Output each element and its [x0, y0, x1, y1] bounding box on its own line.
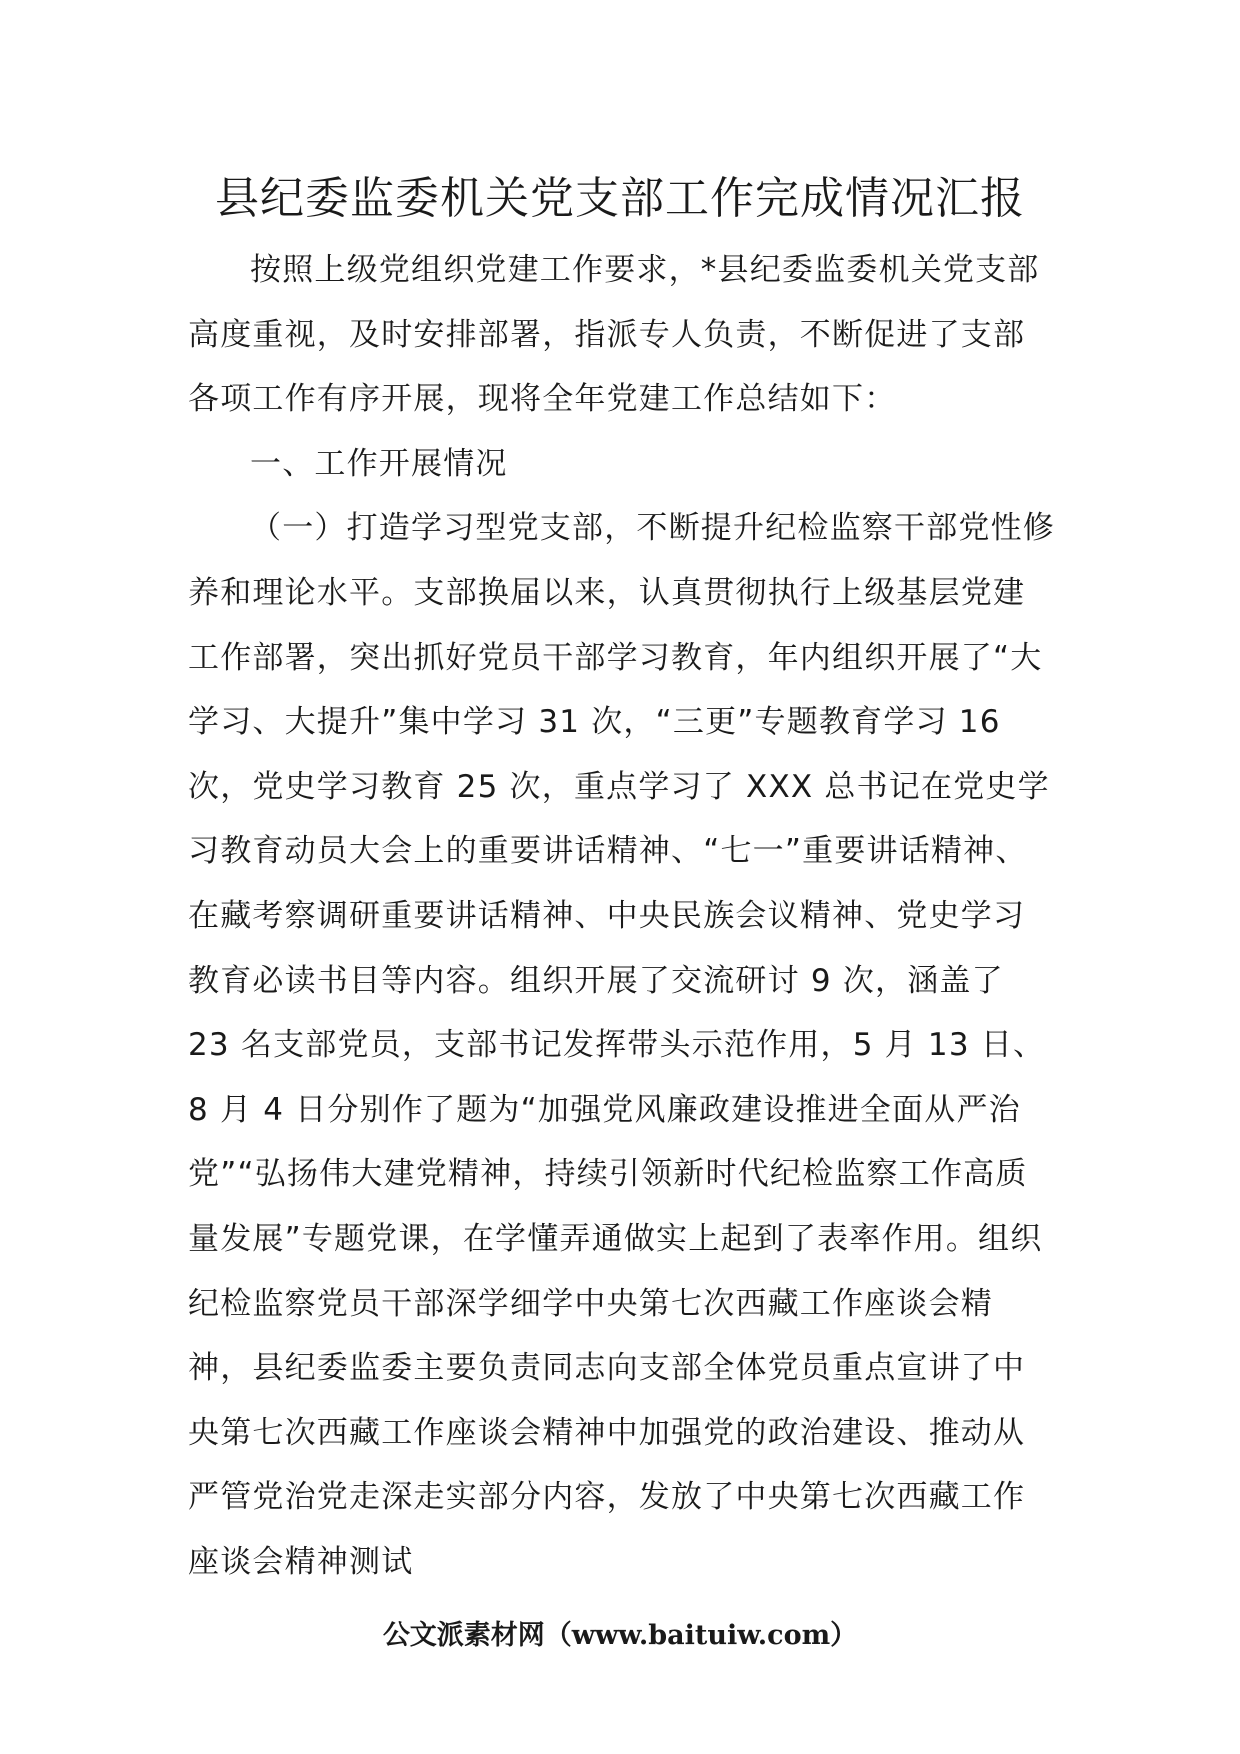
source-watermark: 公文派素材网（www.baituiw.com）: [382, 1620, 858, 1651]
intro-paragraph: 按照上级党组织党建工作要求，*县纪委监委机关党支部高度重视，及时安排部署，指派专人负责，不断促进了支部各项工作有序开展，现将全年党建工作总结如下：: [188, 252, 1040, 418]
document-title: 县纪委监委机关党支部工作完成情况汇报: [215, 173, 1025, 224]
subsection-paragraph: （一）打造学习型党支部，不断提升纪检监察干部党性修养和理论水平。支部换届以来，认真贯彻执行上级基层党建工作部署，突出抓好党员干部学习教育，年内组织开展了“大学习、大提升”集中学习 31 次，“三更”专题教育学习 16 次，党史学习教育 25 次，重点学习了 XXX 总书记在党史学习教育动员大会上的重要讲话精神、“七一”重要讲话精神、在藏考察调研重要讲话精神、中央民族会议精神、党史学习教育必读书目等内容。组织开展了交流研讨 9 次，涵盖了 23 名支部党员，支部书记发挥带头示范作用，5 月 13 日、8 月 4 日分别作了题为“加强党风廉政建设推进全面从严治党”“弘扬伟大建党精神，持续引领新时代纪检监察工作高质量发展”专题党课，在学懂弄通做实上起到了表率作用。组织纪检监察党员干部深学细学中央第七次西藏工作座谈会精神，县纪委监委主要负责同志向支部全体党员重点宣讲了中央第七次西藏工作座谈会精神中加强党的政治建设、推动从严管党治党走深走实部分内容，发放了中央第七次西藏工作座谈会精神测试: [188, 510, 1055, 1580]
section-heading: 一、工作开展情况: [250, 445, 508, 482]
document-body: [188, 238, 1056, 1594]
